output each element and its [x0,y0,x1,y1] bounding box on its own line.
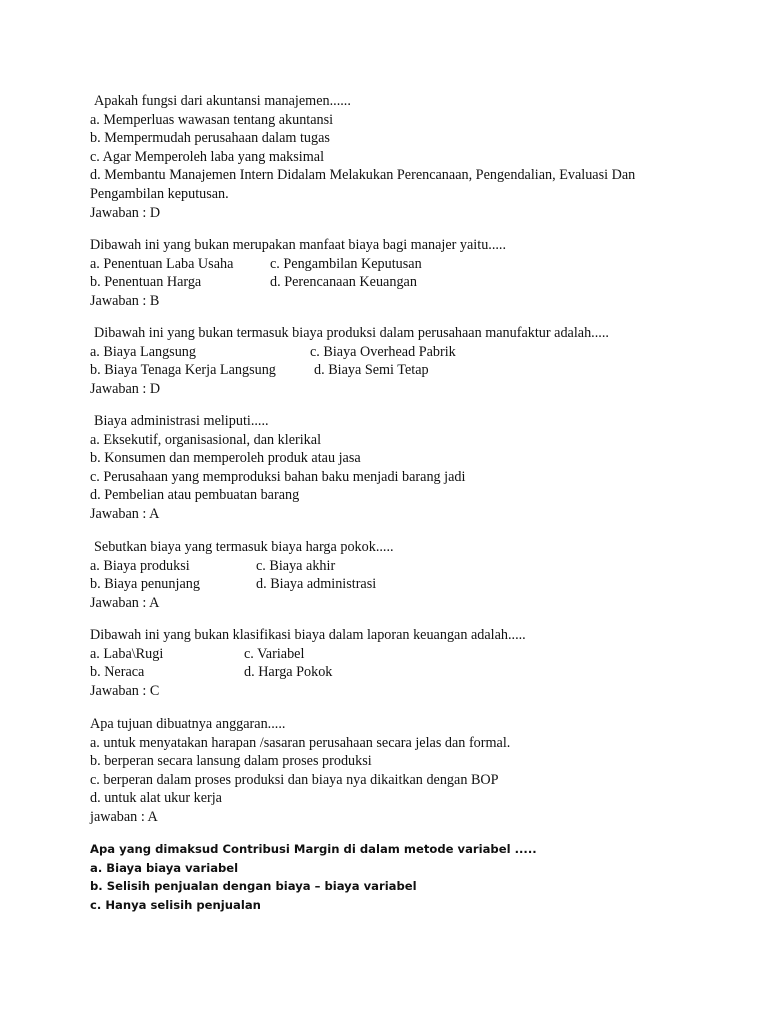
option-c: c. Pengambilan Keputusan [270,255,422,272]
option-d: d. untuk alat ukur kerja [90,790,222,807]
answer-line: jawaban : A [90,808,158,825]
option-a: a. Laba\Rugi [90,645,164,662]
question-text: Apakah fungsi dari akuntansi manajemen...... [94,93,351,109]
option-b: b. Selisih penjualan dengan biaya – biaya variabel [90,879,417,894]
option-c: c. Agar Memperoleh laba yang maksimal [90,148,325,165]
option-a: a. Memperluas wawasan tentang akuntansi [90,111,334,128]
question-3 [90,324,740,398]
option-b: b. Penentuan Harga [90,274,202,291]
question-5 [90,538,740,612]
option-row [90,575,740,594]
option-c: c. Biaya Overhead Pabrik [310,343,456,360]
option-row [90,255,740,274]
question-text: Dibawah ini yang bukan klasifikasi biaya dalam laporan keuangan adalah..... [90,627,526,643]
option-c: c. Variabel [244,645,305,662]
question-text: Apa yang dimaksud Contribusi Margin di dalam metode variabel ..... [90,842,537,856]
option-d: d. Biaya Semi Tetap [314,362,429,379]
option-c: c. Hanya selisih penjualan [90,897,261,912]
option-b: b. Biaya Tenaga Kerja Langsung [90,362,276,379]
option-b: b. Neraca [90,664,145,681]
question-4 [90,412,740,524]
option-d: d. Membantu Manajemen Intern Didalam Melakukan Perencanaan, Pengendalian, Evaluasi Dan [90,167,636,184]
option-row [90,361,740,380]
option-row [90,663,740,682]
question-7 [90,715,740,827]
answer-line: Jawaban : B [90,292,160,309]
option-d: d. Biaya administrasi [256,576,377,593]
option-c: c. berperan dalam proses produksi dan biaya nya dikaitkan dengan BOP [90,771,499,788]
option-row [90,273,740,292]
question-text: Apa tujuan dibuatnya anggaran..... [90,716,286,732]
option-row [90,343,740,362]
answer-line: Jawaban : D [90,204,161,221]
question-1 [90,92,740,222]
option-c: c. Biaya akhir [256,557,336,574]
question-6 [90,626,740,700]
answer-line: Jawaban : C [90,682,160,699]
answer-line: Jawaban : D [90,380,161,397]
option-a: a. untuk menyatakan harapan /sasaran perusahaan secara jelas dan formal. [90,734,511,751]
option-b: b. Konsumen dan memperoleh produk atau jasa [90,450,361,467]
option-d: d. Pembelian atau pembuatan barang [90,487,300,504]
option-a: a. Biaya biaya variabel [90,860,239,875]
option-d-continued: Pengambilan keputusan. [90,185,229,202]
option-d: d. Harga Pokok [244,664,333,681]
answer-line: Jawaban : A [90,594,160,611]
question-text: Sebutkan biaya yang termasuk biaya harga pokok..... [94,539,394,555]
question-text: Biaya administrasi meliputi..... [94,413,269,429]
option-a: a. Biaya produksi [90,557,190,574]
question-2 [90,236,740,310]
option-b: b. Biaya penunjang [90,576,200,593]
answer-line: Jawaban : A [90,505,160,522]
option-a: a. Penentuan Laba Usaha [90,255,234,272]
question-text: Dibawah ini yang bukan merupakan manfaat biaya bagi manajer yaitu..... [90,237,507,253]
option-a: a. Eksekutif, organisasional, dan klerikal [90,431,322,448]
question-text: Dibawah ini yang bukan termasuk biaya produksi dalam perusahaan manufaktur adalah..... [94,325,609,341]
option-a: a. Biaya Langsung [90,343,196,360]
option-c: c. Perusahaan yang memproduksi bahan baku menjadi barang jadi [90,468,466,485]
option-row [90,557,740,576]
option-d: d. Perencanaan Keuangan [270,274,417,291]
option-b: b. Mempermudah perusahaan dalam tugas [90,130,330,147]
option-b: b. berperan secara lansung dalam proses produksi [90,753,372,770]
question-8 [90,840,740,914]
option-row [90,645,740,664]
